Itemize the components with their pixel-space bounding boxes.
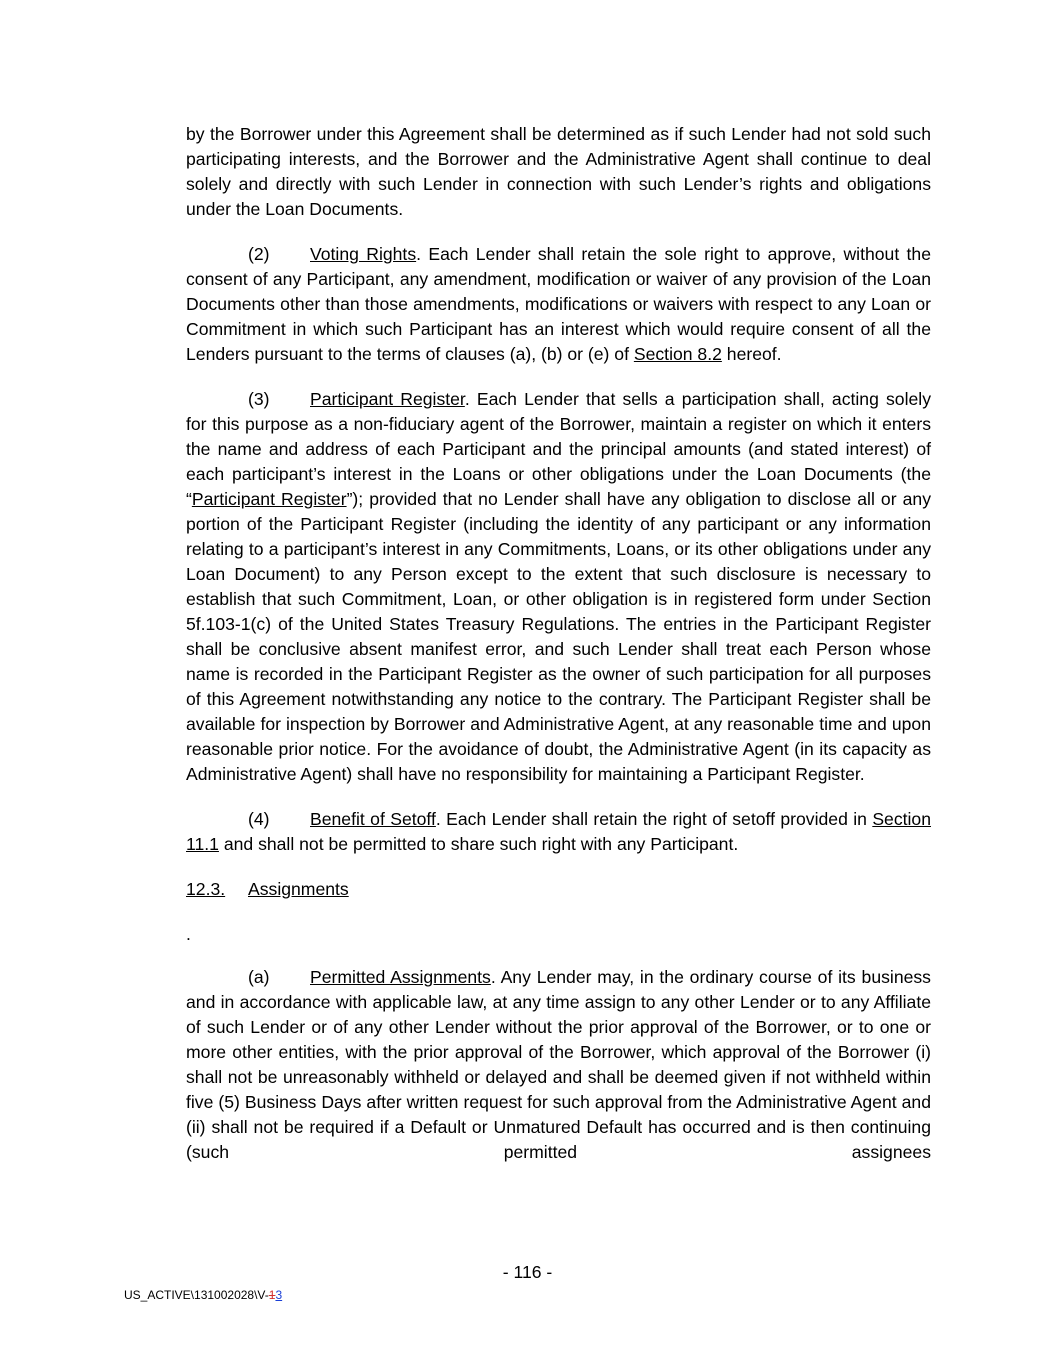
doc-id-inserted-version: 3 [275,1288,283,1302]
document-id [124,1288,282,1302]
clause-title: Benefit of Setoff [310,809,436,829]
paragraph-text: . Each Lender shall retain the sole right to approve, without the consent of any Participant, any amendment, modification or waiver of any provision of the Loan Documents other than those amendments, modifications or waivers with respect to any Loan or Commitment in which such Participant has an interest which would require consent of all the Lenders pursuant to the terms of clauses (a), (b) or (e) of [186,244,931,364]
section-reference: Section 8.2 [633,344,722,364]
section-heading [186,877,931,902]
paragraph-participant-register [186,387,931,787]
paragraph-benefit-of-setoff [186,807,931,857]
document-body [186,122,931,1185]
section-reference: Section 11.1 [186,809,931,854]
section-title: Assignments [248,879,349,899]
paragraph-text: . Each Lender that sells a participation shall, acting solely for this purpose as a non-fiduciary agent of the Borrower, maintain a register on which it enters the name and address of each Participant and the principal amounts (and stated interest) of each participant’s interest in the Loans or other obligations under the Loan Documents (the “ [186,389,931,509]
clause-title: Permitted Assignments [310,967,491,987]
paragraph-continuation [186,122,931,222]
clause-number: (2) [248,244,270,264]
paragraph-text: . Any Lender may, in the ordinary course of its business and in accordance with applicable law, at any time assign to any other Lender or to any Affiliate of such Lender or of any other Lender without the prior approval of the Borrower, or to one or more other entities, with the prior approval of the Borrower, which approval of the Borrower (i) shall not be unreasonably withheld or delayed and shall be deemed given if not withheld within five (5) Business Days after written request for such approval from the Administrative Agent and (ii) shall not be required if a Default or Unmatured Default has occurred and is then continuing (such permitted assignees [186,967,931,1162]
paragraph-text: ”); provided that no Lender shall have any obligation to disclose all or any portion of the Participant Register (including the identity of any participant or any information relating to a participant’s interest in any Commitments, Loans, or its other obligations under any Loan Document) to any Person except to the extent that such disclosure is necessary to establish that such Commitment, Loan, or other obligation is in registered form under Section 5f.103-1(c) of the United States Treasury Regulations. The entries in the Participant Register shall be conclusive absent manifest error, and such Lender shall treat each Person whose name is recorded in the Participant Register as the owner of such participation for all purposes of this Agreement notwithstanding any notice to the contrary. The Participant Register shall be available for inspection by Borrower and Administrative Agent, at any reasonable time and upon reasonable prior notice. For the avoidance of doubt, the Administrative Agent (in its capacity as Administrative Agent) shall have no responsibility for maintaining a Participant Register. [186,489,931,784]
paragraph-text: by the Borrower under this Agreement shall be determined as if such Lender had not sold such participating interests, and the Borrower and the Administrative Agent shall continue to deal solely and directly with such Lender in connection with such Lender’s rights and obligations under the Loan Documents. [186,124,931,219]
paragraph-text: and shall not be permitted to share such right with any Participant. [218,834,739,854]
doc-id-deleted-version: 1 [268,1288,276,1302]
stray-period: . [186,924,191,944]
clause-title: Voting Rights [310,244,417,264]
paragraph-permitted-assignments [186,965,931,1165]
clause-number: (4) [248,809,270,829]
page-number: - 116 - [502,1262,553,1282]
defined-term: Participant Register [191,489,347,509]
paragraph-text: . Each Lender shall retain the right of setoff provided in [435,809,873,829]
doc-id-prefix: US_ACTIVE\131002028\V- [124,1288,269,1302]
paragraph-voting-rights [186,242,931,367]
paragraph-text: hereof. [721,344,782,364]
clause-number: (a) [248,967,270,987]
clause-number: (3) [248,389,270,409]
clause-title: Participant Register [310,389,465,409]
section-number: 12.3. [186,879,226,899]
